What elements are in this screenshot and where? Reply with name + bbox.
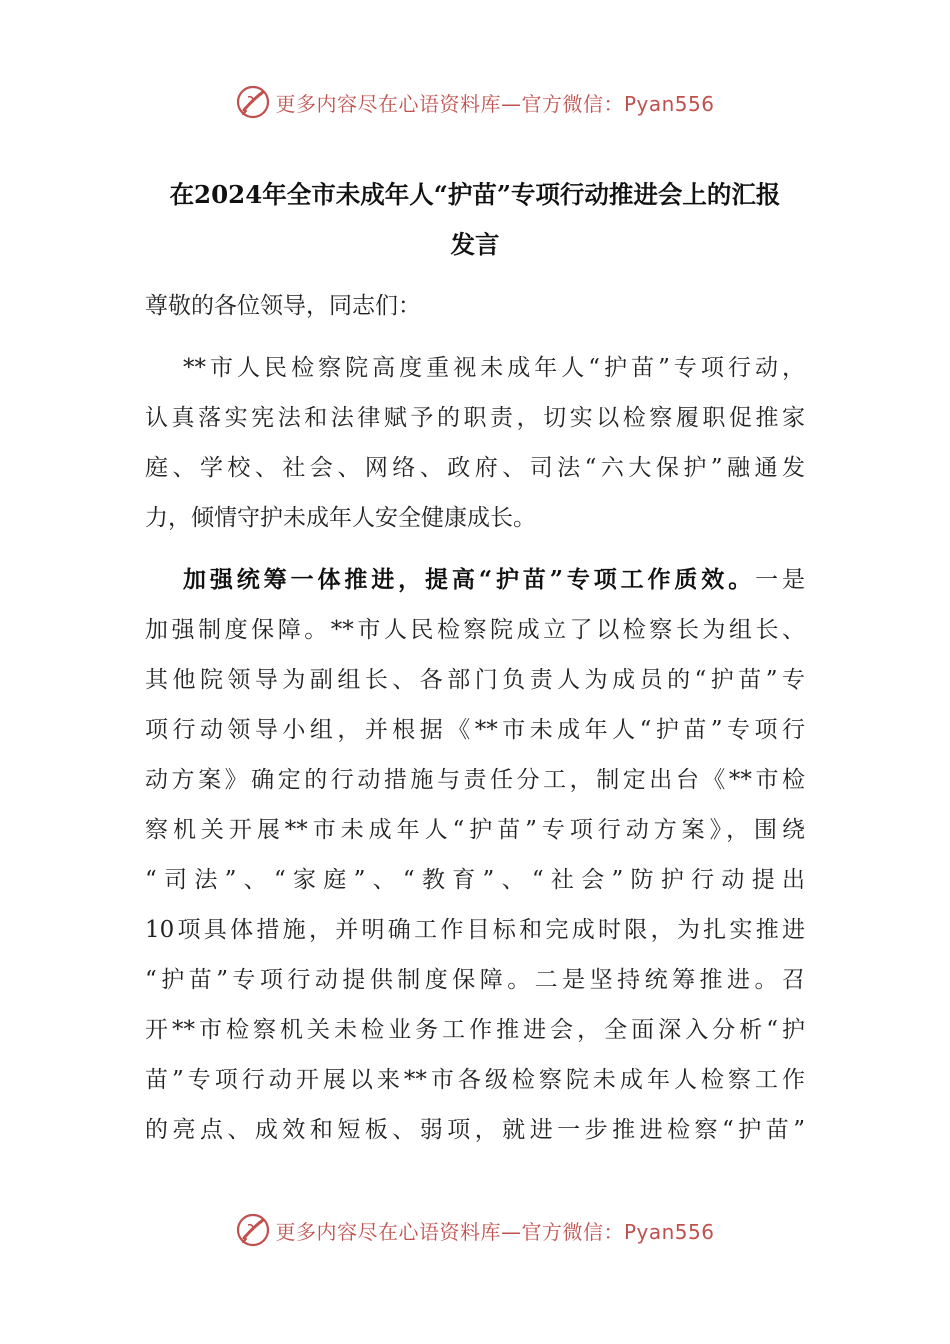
paragraph-1-line-2: 认真落实宪法和法律赋予的职责，切实以检察履职促推家 — [145, 405, 805, 431]
paragraph-1-line-3: 庭、学校、社会、网络、政府、司法“六大保护”融通发 — [145, 455, 805, 481]
document-title-line-2: 发言 — [450, 230, 500, 259]
paragraph-2-line-2: 加强制度保障。**市人民检察院成立了以检察长为组长、 — [145, 617, 805, 643]
paragraph-2-line-12: 的亮点、成效和短板、弱项，就进一步推进检察“护苗” — [145, 1117, 805, 1143]
paragraph-2-line-6: 察机关开展**市未成年人“护苗”专项行动方案》，围绕 — [145, 817, 805, 843]
watermark-text: 更多内容尽在心语资料库—官方微信：Pyan556 — [275, 1219, 715, 1244]
paragraph-2-line-11: 苗”专项行动开展以来**市各级检察院未成年人检察工作 — [145, 1067, 805, 1093]
paragraph-2-line-3: 其他院领导为副组长、各部门负责人为成员的“护苗”专 — [145, 667, 805, 693]
paragraph-2-line-1 — [183, 555, 805, 605]
paragraph-2-line-10: 开**市检察机关未检业务工作推进会，全面深入分析“护 — [145, 1017, 805, 1043]
paragraph-1-line-1: **市人民检察院高度重视未成年人“护苗”专项行动， — [183, 355, 805, 381]
paragraph-2-line-4: 项行动领导小组，并根据《**市未成年人“护苗”专项行 — [145, 717, 805, 743]
section-heading: 加强统筹一体推进，提高“护苗”专项工作质效。 — [183, 566, 756, 593]
paragraph-1-line-4: 力，倾情守护未成年人安全健康成长。 — [145, 505, 536, 531]
document-title-line-1: 在2024年全市未成年人“护苗”专项行动推进会上的汇报 — [169, 180, 781, 209]
paragraph-2-line-7: “司法”、“家庭”、“教育”、“社会”防护行动提出 — [145, 867, 805, 893]
salutation: 尊敬的各位领导，同志们： — [145, 293, 421, 319]
paragraph-2-line-8: 10项具体措施，并明确工作目标和完成时限，为扎实推进 — [145, 917, 805, 943]
paragraph-2-line-5: 动方案》确定的行动措施与责任分工，制定出台《**市检 — [145, 767, 805, 793]
header-watermark — [0, 82, 950, 122]
footer-watermark — [0, 1210, 950, 1250]
pen-seal-icon — [235, 1212, 271, 1248]
watermark-text: 更多内容尽在心语资料库—官方微信：Pyan556 — [275, 91, 715, 116]
paragraph-2-line-9: “护苗”专项行动提供制度保障。二是坚持统筹推进。召 — [145, 967, 805, 993]
pen-seal-icon — [235, 84, 271, 120]
paragraph-2-line-1-tail: 一是 — [755, 567, 806, 593]
